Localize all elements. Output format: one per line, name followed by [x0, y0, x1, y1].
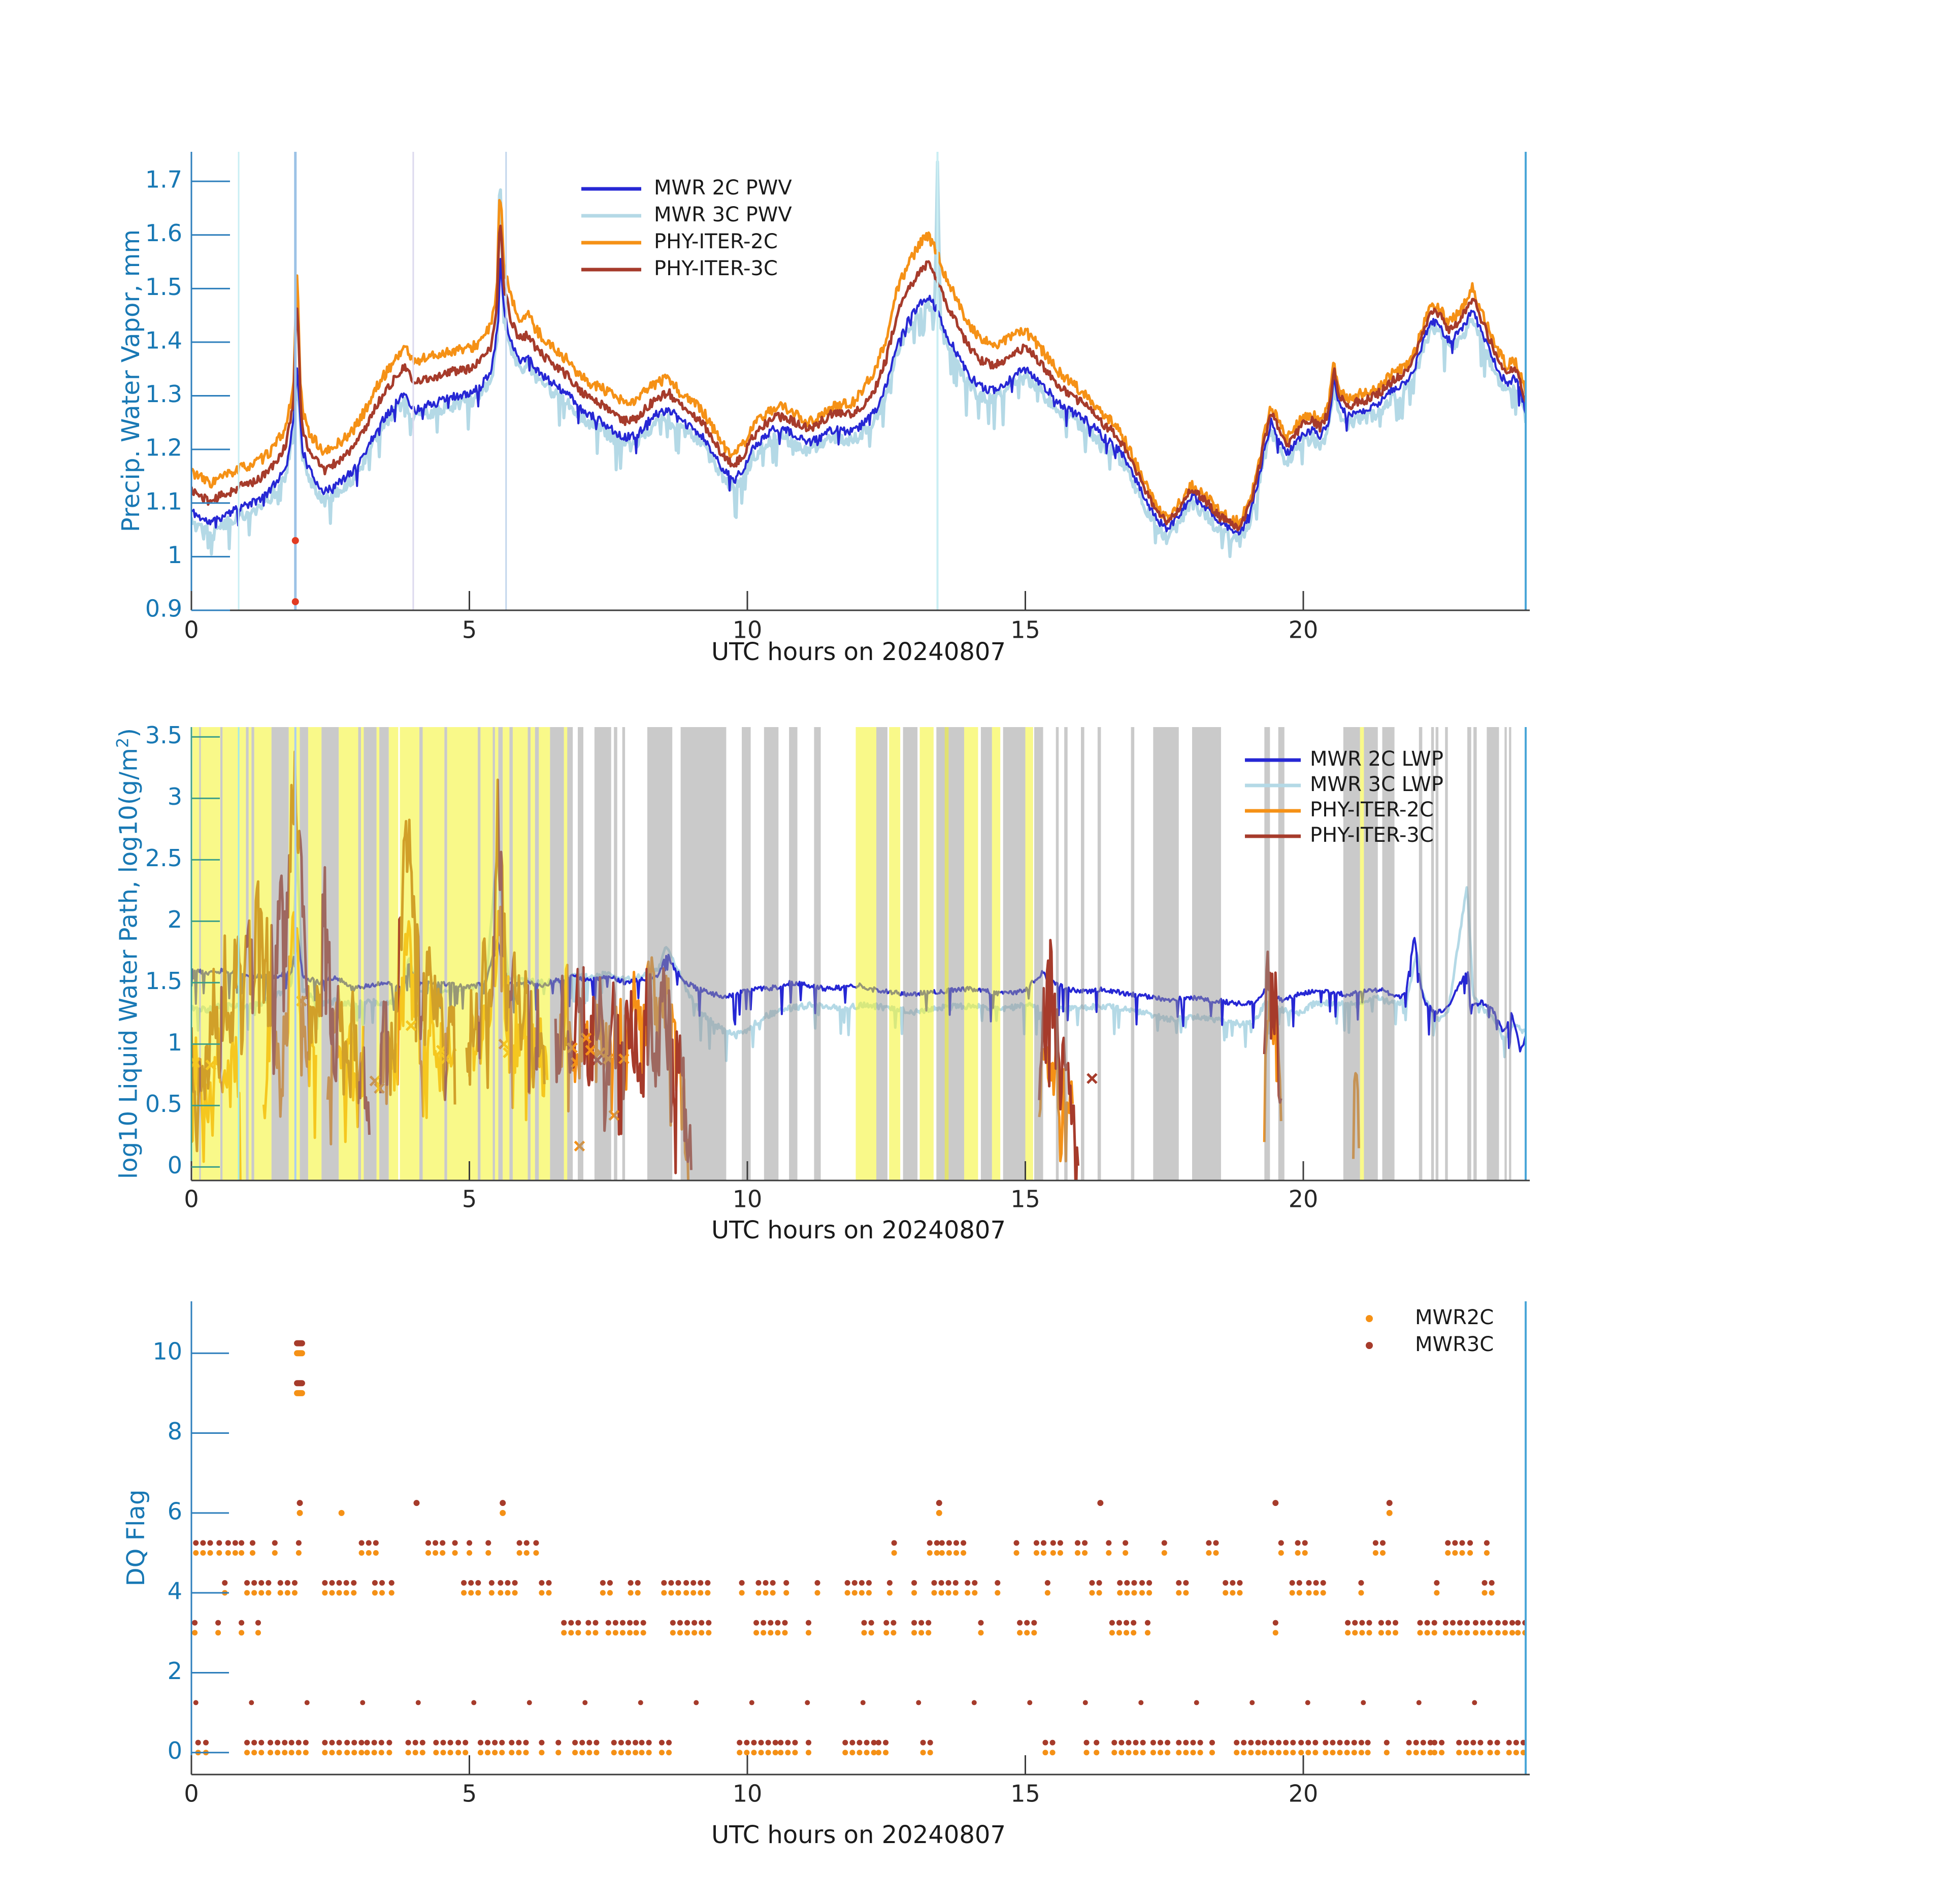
gray-band: [1003, 727, 1026, 1180]
dq-hourly-dot-mwr3c: [805, 1700, 810, 1705]
gray-band: [246, 727, 248, 1180]
gray-band: [251, 727, 254, 1180]
yellow-band: [308, 727, 321, 1180]
gray-band: [498, 727, 503, 1180]
lwp-y-tick-label: 0: [167, 1151, 182, 1179]
yellow-band: [513, 727, 528, 1180]
gray-band: [622, 727, 625, 1180]
legend-label-mwr2c_lwp: MWR 2C LWP: [1310, 747, 1443, 771]
gray-band: [1064, 727, 1068, 1180]
pwv-data-area: [191, 162, 1526, 557]
dq-hourly-dot-mwr3c: [305, 1700, 310, 1705]
gray-band: [578, 727, 583, 1180]
gray-band: [379, 727, 389, 1180]
gray-band: [1034, 727, 1043, 1180]
pwv-x-tick-label: 0: [184, 616, 199, 644]
legend-label-phy2c_pwv: PHY-ITER-2C: [654, 230, 778, 253]
plot-pwv: [145, 152, 1530, 643]
yellow-band: [531, 727, 535, 1180]
dq-hourly-dot-mwr3c: [638, 1700, 643, 1705]
legend-entry-phy3c_lwp: [1245, 824, 1434, 847]
gray-band: [595, 727, 611, 1180]
dq-dot-mwr3c: [1097, 1500, 1103, 1506]
dqflag-x-tick-label: 0: [184, 1780, 199, 1808]
yellow-band: [964, 727, 978, 1180]
series-phy2c_pwv: [191, 200, 1526, 526]
dq-dot-mwr3c: [1272, 1500, 1278, 1506]
legend-entry-phy2c_pwv: [581, 230, 778, 253]
gray-band: [567, 727, 573, 1180]
dq-dot-mwr3c: [297, 1500, 303, 1506]
gray-band: [1098, 727, 1101, 1180]
legend-label-phy2c_lwp: PHY-ITER-2C: [1310, 798, 1434, 822]
dq-hourly-dot-mwr3c: [249, 1700, 254, 1705]
yellow-band: [503, 727, 509, 1180]
legend-entry-phy3c_pwv: [581, 257, 778, 280]
pwv-x-tick-label: 20: [1288, 616, 1319, 644]
dqflag-x-tick-label: 5: [462, 1780, 477, 1808]
legend-entry-mwr3c_lwp: [1245, 773, 1443, 796]
pwv-y-tick-label: 1.7: [145, 166, 182, 193]
yellow-band: [361, 727, 364, 1180]
gray-band: [1445, 727, 1447, 1180]
dq-hourly-dot-mwr3c: [360, 1700, 365, 1705]
yellow-band: [919, 727, 933, 1180]
dqflag-y-tick-label: 4: [167, 1577, 182, 1605]
lwp-x-axis-label: UTC hours on 20240807: [711, 1216, 1006, 1244]
plot-dqflag: [152, 1301, 1530, 1807]
lwp-y-tick-label: 0.5: [145, 1090, 182, 1118]
dq-dot-mwr2c: [500, 1510, 506, 1516]
dq-hourly-dot-mwr3c: [1138, 1700, 1143, 1705]
yellow-band: [539, 727, 550, 1180]
legend-entry-mwr2c_dq: [1366, 1306, 1494, 1329]
legend-entry-mwr2c_lwp: [1245, 747, 1443, 771]
pwv-y-tick-label: 1.6: [145, 219, 182, 247]
yellow-band: [992, 727, 1000, 1180]
yellow-band: [289, 727, 300, 1180]
gray-band: [936, 727, 964, 1180]
lwp-x-tick-label: 0: [184, 1185, 199, 1213]
dq-hourly-dot-mwr3c: [1194, 1700, 1199, 1705]
pwv-y-tick-label: 1.3: [145, 380, 182, 408]
dqflag-y-tick-label: 8: [167, 1418, 182, 1446]
lwp-x-tick-label: 15: [1010, 1185, 1040, 1213]
pwv-y-axis-label: Precip. Water Vapor, mm: [117, 229, 145, 533]
lwp-y-axis-label: [113, 728, 143, 1179]
dqflag-y-axis-label: DQ Flag: [122, 1489, 150, 1587]
yellow-band: [377, 727, 379, 1180]
gray-band: [321, 727, 339, 1180]
pwv-y-tick-label: 1.5: [145, 273, 182, 301]
dqflag-data-area: [193, 1343, 1526, 1753]
gray-band: [358, 727, 361, 1180]
legend-entry-phy2c_lwp: [1245, 798, 1434, 822]
gray-band: [647, 727, 672, 1180]
dq-dot-mwr2c: [936, 1510, 942, 1516]
pwv-x-tick-label: 5: [462, 616, 477, 644]
gray-band: [876, 727, 887, 1180]
dq-hourly-dot-mwr3c: [916, 1700, 921, 1705]
plot-lwp: [145, 721, 1530, 1213]
gray-band: [492, 727, 495, 1180]
gray-band: [789, 727, 797, 1180]
gray-band: [903, 727, 917, 1180]
red-endpoint-marker: [292, 598, 299, 605]
yellow-band: [1026, 727, 1033, 1180]
dq-hourly-dot-mwr3c: [1417, 1700, 1422, 1705]
dqflag-y-tick-label: 2: [167, 1657, 182, 1685]
gray-band: [1264, 727, 1270, 1180]
dq-hourly-dot-mwr3c: [1249, 1700, 1255, 1705]
pwv-y-tick-label: 1.4: [145, 326, 182, 354]
yellow-band: [495, 727, 499, 1180]
lwp-y-axis-label-main: log10 Liquid Water Path, log10(g/m: [114, 748, 143, 1179]
dq-hourly-dot-mwr3c: [527, 1700, 532, 1705]
gray-band: [550, 727, 564, 1180]
dq-dot-mwr2c: [339, 1510, 345, 1516]
yellow-band: [201, 727, 220, 1180]
lwp-y-tick-label: 1: [167, 1028, 182, 1056]
yellow-band: [192, 727, 199, 1180]
dqflag-y-tick-label: 0: [167, 1737, 182, 1765]
lwp-x-tick-label: 20: [1288, 1185, 1319, 1213]
dqflag-y-tick-label: 6: [167, 1497, 182, 1525]
dqflag-x-tick-label: 10: [732, 1780, 763, 1808]
legend-label-phy3c_lwp: PHY-ITER-3C: [1310, 824, 1434, 847]
lwp-y-tick-label: 2: [167, 905, 182, 933]
dq-dot-mwr3c: [413, 1500, 419, 1506]
gray-band: [764, 727, 778, 1180]
pwv-y-tick-label: 0.9: [145, 595, 182, 622]
gray-band: [199, 727, 201, 1180]
gray-band: [220, 727, 222, 1180]
dq-hourly-dot-mwr3c: [694, 1700, 699, 1705]
gray-band: [614, 727, 617, 1180]
dq-hourly-dot-mwr3c: [1472, 1700, 1477, 1705]
gray-band: [272, 727, 289, 1180]
yellow-band: [254, 727, 272, 1180]
gray-band: [814, 727, 820, 1180]
series-mwr3c_pwv: [191, 162, 1526, 557]
gray-band: [478, 727, 480, 1180]
legend-label-mwr2c_dq: MWR2C: [1415, 1306, 1494, 1329]
legend-label-mwr2c_pwv: MWR 2C PWV: [654, 176, 792, 200]
dq-dot-mwr3c: [1387, 1500, 1393, 1506]
dq-hourly-dot-mwr3c: [1361, 1700, 1366, 1705]
lwp-y-axis-label-sup: 2: [113, 737, 133, 748]
pwv-y-tick-label: 1.2: [145, 434, 182, 462]
gray-band: [1131, 727, 1135, 1180]
yellow-band: [447, 727, 478, 1180]
gray-band: [444, 727, 447, 1180]
gray-band: [1153, 727, 1178, 1180]
legend-swatch-mwr2c_dq: [1366, 1315, 1373, 1322]
gray-band: [364, 727, 376, 1180]
pwv-x-axis-label: UTC hours on 20240807: [711, 638, 1006, 666]
pwv-y-tick-label: 1.1: [145, 487, 182, 515]
dq-hourly-dot-mwr3c: [1305, 1700, 1310, 1705]
dq-hourly-dot-mwr3c: [416, 1700, 421, 1705]
gray-band: [681, 727, 727, 1180]
yellow-band: [222, 727, 246, 1180]
yellow-band: [389, 727, 399, 1180]
yellow-band: [889, 727, 900, 1180]
dq-hourly-dot-mwr3c: [1027, 1700, 1032, 1705]
pwv-x-tick-label: 15: [1010, 616, 1040, 644]
dqflag-y-tick-label: 10: [152, 1337, 182, 1365]
series-phy3c_pwv: [191, 226, 1526, 530]
dq-dot-mwr2c: [1387, 1510, 1393, 1516]
gray-band: [981, 727, 992, 1180]
dq-dot-mwr3c: [500, 1500, 506, 1506]
gray-band: [528, 727, 530, 1180]
gray-band: [300, 727, 308, 1180]
dq-dot-mwr3c: [936, 1500, 942, 1506]
gray-band: [419, 727, 423, 1180]
lwp-y-tick-label: 2.5: [145, 844, 182, 872]
gray-band: [742, 727, 751, 1180]
dqflag-x-tick-label: 15: [1010, 1780, 1040, 1808]
legend-swatch-mwr3c_dq: [1366, 1342, 1373, 1349]
yellow-band: [945, 727, 949, 1180]
legend-label-mwr3c_pwv: MWR 3C PWV: [654, 203, 792, 226]
gray-band: [1056, 727, 1059, 1180]
yellow-band: [856, 727, 877, 1180]
yellow-band: [400, 727, 419, 1180]
dq-hourly-dot-mwr3c: [193, 1700, 199, 1705]
gray-band: [1473, 727, 1477, 1180]
dq-hourly-dot-mwr3c: [471, 1700, 476, 1705]
yellow-band: [564, 727, 568, 1180]
red-endpoint-marker: [292, 537, 299, 544]
gray-band: [1278, 727, 1285, 1180]
lwp-x-tick-label: 10: [732, 1185, 763, 1213]
lwp-y-tick-label: 3: [167, 782, 182, 810]
dq-hourly-dot-mwr3c: [972, 1700, 977, 1705]
gray-band: [1509, 727, 1511, 1180]
lwp-x-tick-label: 5: [462, 1185, 477, 1213]
gray-band: [1487, 727, 1499, 1180]
legend-label-phy3c_pwv: PHY-ITER-3C: [654, 257, 778, 280]
phy-iter-3c-x-marker: [1088, 1074, 1097, 1083]
dqflag-x-tick-label: 20: [1288, 1780, 1319, 1808]
gray-band: [509, 727, 513, 1180]
lwp-y-axis-label-close: ): [114, 728, 143, 738]
dqflag-x-axis-label: UTC hours on 20240807: [711, 1821, 1006, 1849]
dq-hourly-dot-mwr3c: [582, 1700, 587, 1705]
lwp-y-tick-label: 1.5: [145, 967, 182, 995]
legend-entry-mwr3c_dq: [1366, 1333, 1494, 1356]
yellow-band: [339, 727, 358, 1180]
yellow-band: [423, 727, 445, 1180]
yellow-band: [249, 727, 251, 1180]
dq-hourly-dot-mwr3c: [749, 1700, 754, 1705]
yellow-band: [480, 727, 492, 1180]
dq-dot-mwr2c: [297, 1510, 303, 1516]
dq-hourly-dot-mwr3c: [1083, 1700, 1088, 1705]
lwp-y-tick-label: 3.5: [145, 721, 182, 749]
gray-band: [1192, 727, 1221, 1180]
gray-band: [1081, 727, 1084, 1180]
legend-label-mwr3c_dq: MWR3C: [1415, 1333, 1494, 1356]
legend-label-mwr3c_lwp: MWR 3C LWP: [1310, 773, 1443, 796]
legend-entry-mwr3c_pwv: [581, 203, 792, 226]
legend-entry-mwr2c_pwv: [581, 176, 792, 200]
pwv-x-tick-label: 10: [732, 616, 763, 644]
gray-band: [1467, 727, 1471, 1180]
gray-band: [535, 727, 539, 1180]
pwv-y-tick-label: 1: [167, 541, 182, 569]
dq-hourly-dot-mwr3c: [861, 1700, 866, 1705]
gray-band: [1504, 727, 1506, 1180]
